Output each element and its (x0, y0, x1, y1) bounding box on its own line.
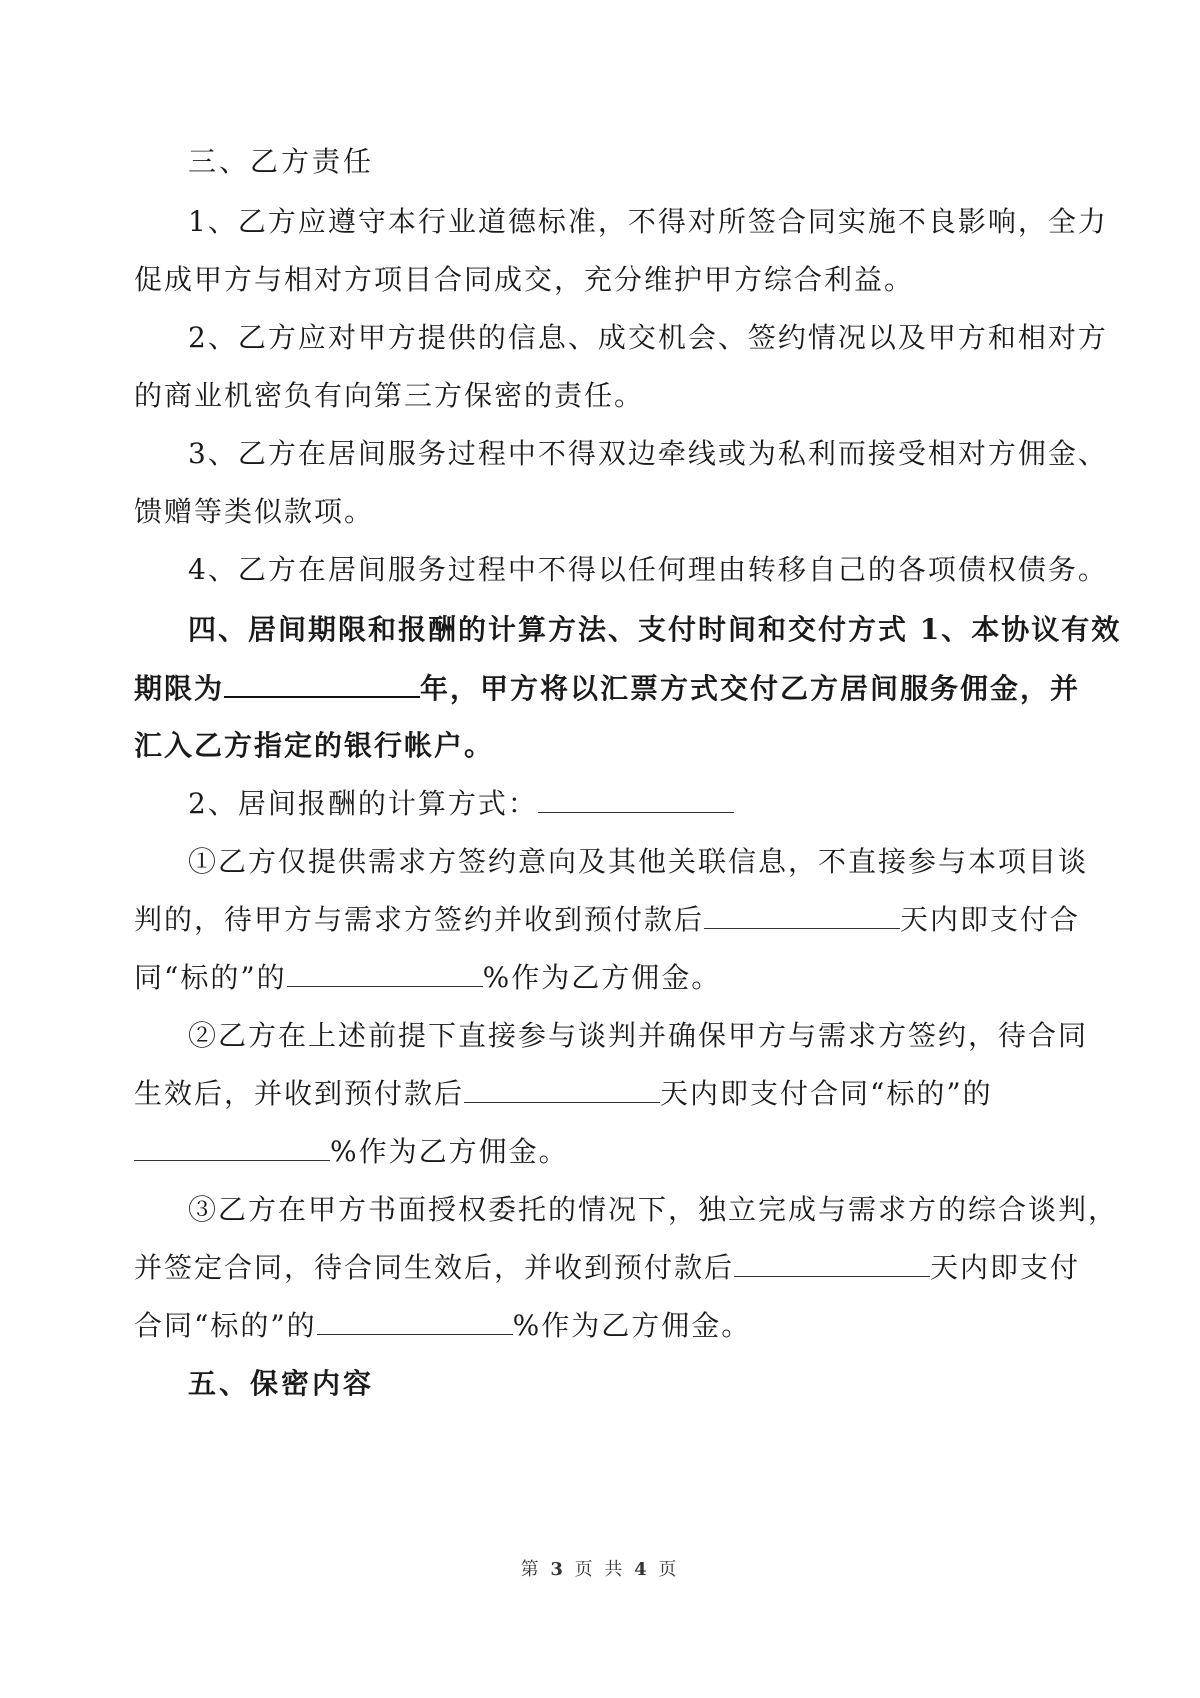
paragraph-line: 1、乙方应遵守本行业道德标准，不得对所签合同实施不良影响，全力 (188, 205, 1108, 238)
paragraph-line: 4、乙方在居间服务过程中不得以任何理由转移自己的各项债权债务。 (188, 553, 1108, 586)
paragraph-line: ③乙方在甲方书面授权委托的情况下，独立完成与需求方的综合谈判， (188, 1193, 1119, 1226)
paragraph-line (134, 1134, 569, 1170)
text-segment: 合同“标的”的 (134, 1309, 317, 1342)
paragraph-line: 的商业机密负有向第三方保密的责任。 (134, 379, 645, 412)
text-segment: 并签定合同，待合同生效后，并收到预付款后 (134, 1251, 735, 1284)
paragraph-line: 汇入乙方指定的银行帐户。 (134, 729, 495, 762)
text-segment: 2、居间报酬的计算方式： (188, 787, 538, 820)
page-footer (0, 1555, 1200, 1581)
text-segment: %作为乙方佣金。 (512, 1309, 752, 1342)
paragraph-line (134, 960, 721, 996)
paragraph-line: 馈赠等类似款项。 (134, 495, 375, 528)
paragraph-line (134, 670, 1080, 707)
paragraph-line (134, 1308, 751, 1344)
paragraph-line: ②乙方在上述前提下直接参与谈判并确保甲方与需求方签约，待合同 (188, 1019, 1089, 1052)
current-page-number: 3 (550, 1559, 566, 1580)
total-page-number: 4 (634, 1559, 650, 1580)
paragraph-line (134, 1250, 1080, 1286)
paragraph-line (134, 902, 1080, 938)
fill-in-blank-days (464, 1076, 660, 1103)
text-segment: 同“标的”的 (134, 961, 287, 994)
text-segment: 期限为 (134, 672, 225, 705)
fill-in-blank-days (734, 1250, 930, 1277)
fill-in-blank-days (704, 902, 900, 929)
text-segment: 判的，待甲方与需求方签约并收到预付款后 (134, 903, 705, 936)
fill-in-blank-term-years (224, 670, 420, 698)
text-segment: 年，甲方将以汇票方式交付乙方居间服务佣金，并 (420, 672, 1081, 705)
footer-middle: 页 共 (574, 1559, 626, 1580)
text-segment: 天内即支付 (930, 1251, 1081, 1284)
paragraph-line (134, 1076, 993, 1112)
section-heading-5: 五、保密内容 (188, 1367, 375, 1400)
text-segment: 天内即支付合 (900, 903, 1081, 936)
paragraph-line (188, 786, 734, 822)
text-segment: 生效后，并收到预付款后 (134, 1077, 465, 1110)
footer-prefix: 第 (520, 1559, 542, 1580)
fill-in-blank-percent (317, 1308, 513, 1335)
paragraph-line: 3、乙方在居间服务过程中不得双边牵线或为私利而接受相对方佣金、 (188, 437, 1108, 470)
section-heading-4: 四、居间期限和报酬的计算方法、支付时间和交付方式 1、本协议有效 (188, 613, 1122, 646)
footer-suffix: 页 (658, 1559, 680, 1580)
text-segment: %作为乙方佣金。 (330, 1135, 569, 1168)
fill-in-blank-method (538, 786, 734, 813)
fill-in-blank-percent (287, 960, 483, 987)
paragraph-line: 2、乙方应对甲方提供的信息、成交机会、签约情况以及甲方和相对方 (188, 321, 1108, 354)
text-segment: %作为乙方佣金。 (482, 961, 722, 994)
fill-in-blank-percent (134, 1134, 330, 1161)
section-heading-3: 三、乙方责任 (188, 145, 375, 178)
paragraph-line: 促成甲方与相对方项目合同成交，充分维护甲方综合利益。 (134, 263, 915, 296)
paragraph-line: ①乙方仅提供需求方签约意向及其他关联信息，不直接参与本项目谈 (188, 845, 1089, 878)
text-segment: 天内即支付合同“标的”的 (660, 1077, 993, 1110)
